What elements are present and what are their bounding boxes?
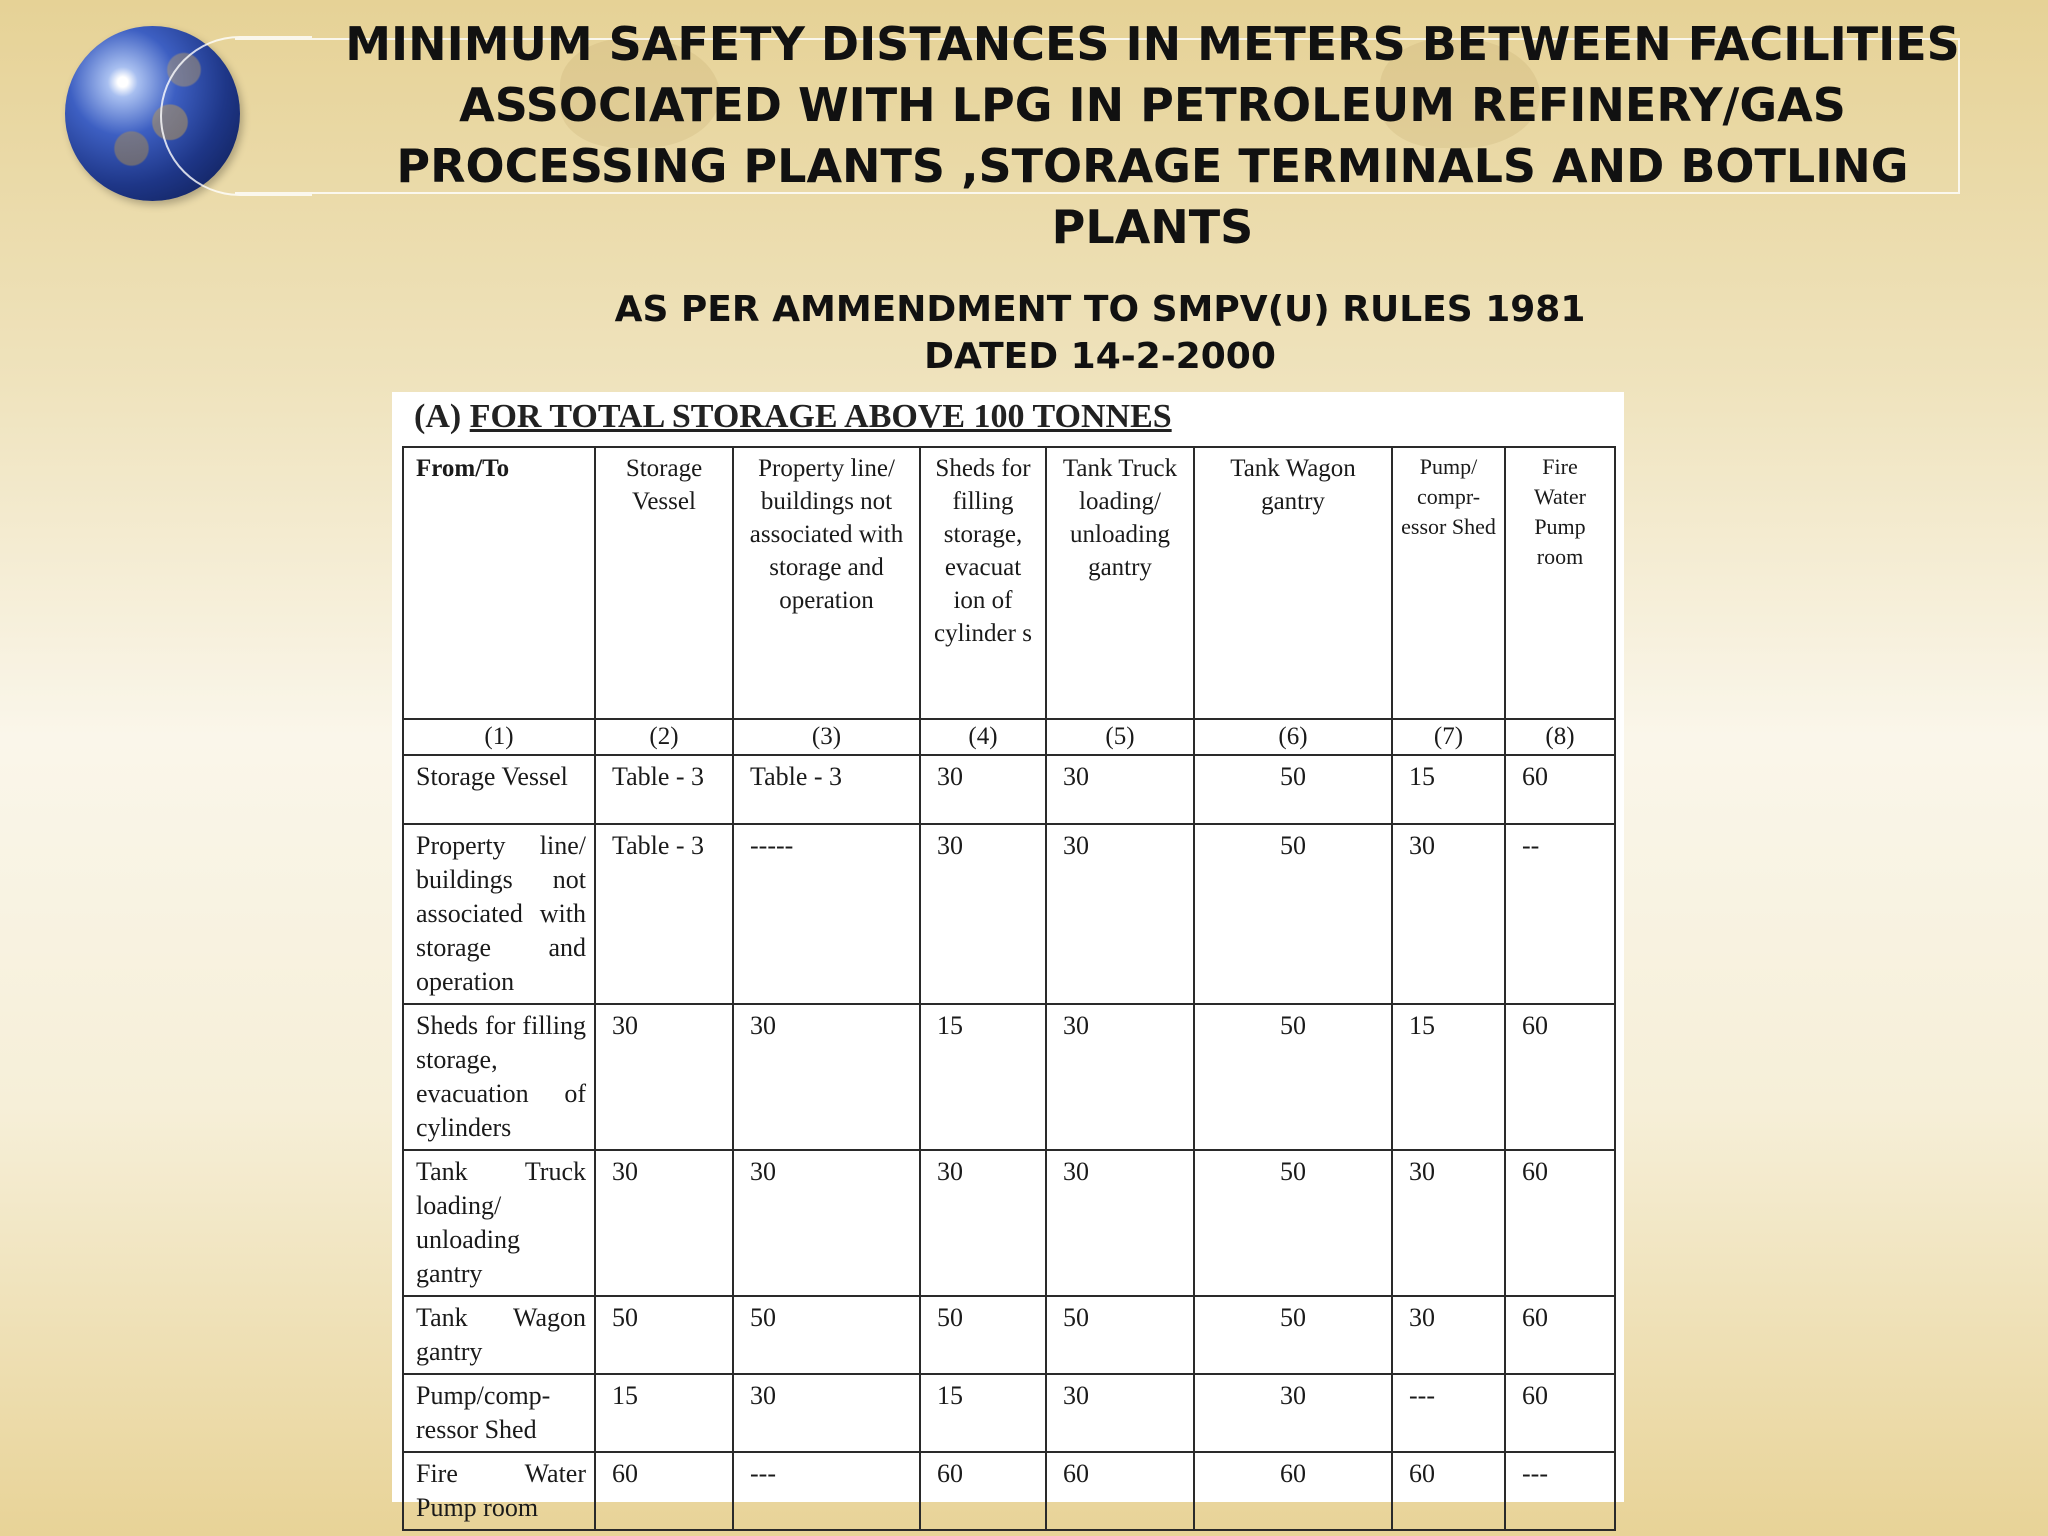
table-cell: 50	[1046, 1296, 1194, 1374]
row-label: Tank Wagon gantry	[403, 1296, 595, 1374]
table-cell: Table - 3	[733, 755, 920, 824]
table-heading-text: FOR TOTAL STORAGE ABOVE 100 TONNES	[469, 398, 1172, 435]
table-cell: 30	[920, 755, 1046, 824]
table-cell: 30	[595, 1150, 733, 1296]
subtitle-line-2: DATED 14-2-2000	[924, 336, 1276, 377]
table-cell: 30	[920, 824, 1046, 1004]
table-row	[403, 1004, 1615, 1150]
table-cell: 15	[920, 1004, 1046, 1150]
header-cell: Tank Wagon gantry	[1194, 447, 1392, 719]
row-label: Pump/comp-ressor Shed	[403, 1374, 595, 1452]
slide-title: MINIMUM SAFETY DISTANCES IN METERS BETWEEN FACILITIES ASSOCIATED WITH LPG IN PETROLEUM REFINERY/GAS PROCESSING PLANTS ,STORAGE TERMINALS AND BOTLING PLANTS	[345, 17, 1960, 254]
table-cell: 30	[595, 1004, 733, 1150]
table-row	[403, 755, 1615, 824]
column-number: (8)	[1505, 719, 1615, 755]
table-cell: 30	[1046, 1374, 1194, 1452]
table-cell: 50	[1194, 824, 1392, 1004]
table-cell: --	[1505, 824, 1615, 1004]
table-cell: 30	[733, 1374, 920, 1452]
table-row	[403, 1452, 1615, 1530]
header-cell: Storage Vessel	[595, 447, 733, 719]
table-cell: 60	[1046, 1452, 1194, 1530]
header-cell: From/To	[403, 447, 595, 719]
table-cell: 30	[1392, 1150, 1505, 1296]
table-row	[403, 1374, 1615, 1452]
table-cell: 60	[1392, 1452, 1505, 1530]
table-cell: 60	[1505, 1374, 1615, 1452]
table-heading	[414, 398, 1172, 436]
column-number: (1)	[403, 719, 595, 755]
column-number: (2)	[595, 719, 733, 755]
row-label: Storage Vessel	[403, 755, 595, 824]
table-cell: 60	[1505, 1296, 1615, 1374]
subtitle-line-1: AS PER AMMENDMENT TO SMPV(U) RULES 1981	[614, 289, 1586, 330]
table-cell: 50	[1194, 1004, 1392, 1150]
row-label: Sheds for filling storage, evacuation of cylinders	[403, 1004, 595, 1150]
row-label: Fire Water Pump room	[403, 1452, 595, 1530]
row-label: Property line/ buildings not associated with storage and operation	[403, 824, 595, 1004]
table-cell: 30	[733, 1150, 920, 1296]
table-row	[403, 1150, 1615, 1296]
table-cell: 50	[1194, 1296, 1392, 1374]
column-number: (5)	[1046, 719, 1194, 755]
safety-distance-table	[402, 446, 1616, 1531]
table-cell: 15	[1392, 755, 1505, 824]
table-cell: 30	[1392, 1296, 1505, 1374]
table-cell: 60	[1505, 755, 1615, 824]
table-cell: 50	[1194, 755, 1392, 824]
table-cell: 15	[920, 1374, 1046, 1452]
table-row	[403, 1296, 1615, 1374]
table-cell: 50	[920, 1296, 1046, 1374]
header-cell: Property line/ buildings not associated with storage and operation	[733, 447, 920, 719]
table-cell: 50	[733, 1296, 920, 1374]
table-cell: 60	[1194, 1452, 1392, 1530]
header-cell: Fire Water Pump room	[1505, 447, 1615, 719]
column-number: (7)	[1392, 719, 1505, 755]
table-cell: 30	[920, 1150, 1046, 1296]
table-cell: ---	[1392, 1374, 1505, 1452]
table-cell: Table - 3	[595, 755, 733, 824]
table-cell: 50	[1194, 1150, 1392, 1296]
column-number-row	[403, 719, 1615, 755]
table-heading-prefix: (A)	[414, 398, 462, 435]
table-cell: 15	[1392, 1004, 1505, 1150]
header-cell: Sheds for filling storage, evacuat ion of cylinder s	[920, 447, 1046, 719]
table-cell: 60	[1505, 1004, 1615, 1150]
table-cell: 30	[1194, 1374, 1392, 1452]
table-cell: ---	[1505, 1452, 1615, 1530]
row-label: Tank Truck loading/ unloading gantry	[403, 1150, 595, 1296]
table-cell: -----	[733, 824, 920, 1004]
table-cell: 30	[1046, 755, 1194, 824]
scanned-table-image	[392, 392, 1624, 1522]
table-cell: 50	[595, 1296, 733, 1374]
table-cell: 30	[1046, 1004, 1194, 1150]
table-cell: 15	[595, 1374, 733, 1452]
table-cell: 30	[733, 1004, 920, 1150]
table-cell: ---	[733, 1452, 920, 1530]
table-cell: 30	[1392, 824, 1505, 1004]
column-number: (4)	[920, 719, 1046, 755]
table-cell: 30	[1046, 1150, 1194, 1296]
header-cell: Pump/ compr- essor Shed	[1392, 447, 1505, 719]
table-row	[403, 824, 1615, 1004]
table-cell: Table - 3	[595, 824, 733, 1004]
table-cell: 60	[595, 1452, 733, 1530]
table-cell: 60	[1505, 1150, 1615, 1296]
header-row	[403, 447, 1615, 719]
slide-subtitle	[470, 286, 1730, 380]
table-cell: 60	[920, 1452, 1046, 1530]
column-number: (3)	[733, 719, 920, 755]
column-number: (6)	[1194, 719, 1392, 755]
header-cell: Tank Truck loading/ unloading gantry	[1046, 447, 1194, 719]
table-cell: 30	[1046, 824, 1194, 1004]
